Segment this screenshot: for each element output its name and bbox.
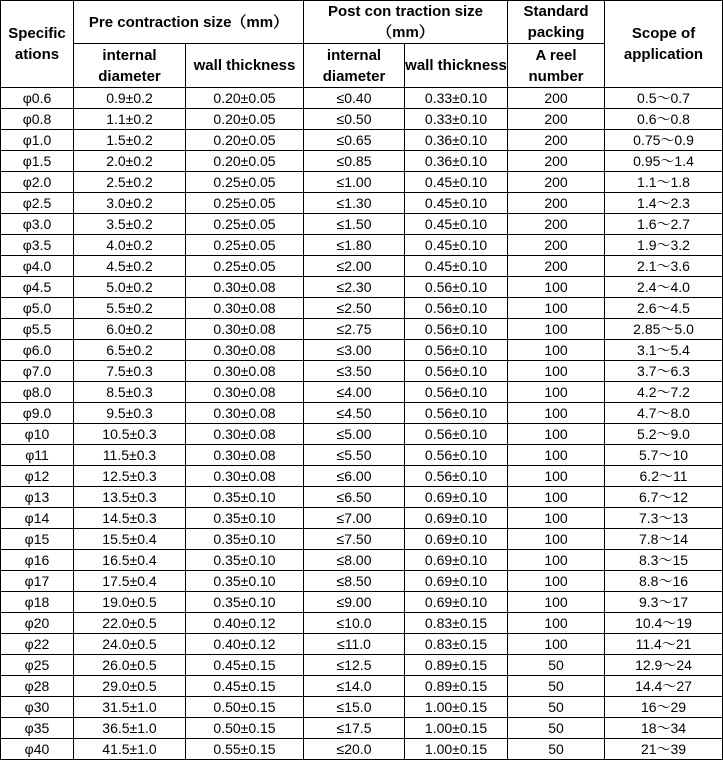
table-row [1,193,723,214]
post-wall-thickness-cell: 0.69±0.10 [405,592,508,613]
pre-wall-thickness-cell: 0.30±0.08 [186,340,304,361]
pre-internal-diameter-cell: 0.9±0.2 [74,88,186,109]
pre-internal-diameter-cell: 10.5±0.3 [74,424,186,445]
reel-number-cell: 100 [508,466,605,487]
reel-number-cell: 100 [508,508,605,529]
post-wall-thickness-cell: 0.56±0.10 [405,319,508,340]
reel-number-cell: 200 [508,151,605,172]
spec-cell: φ25 [1,655,74,676]
spec-cell: φ30 [1,697,74,718]
scope-cell: 10.4～19 [605,613,723,634]
post-wall-thickness-cell: 0.45±0.10 [405,214,508,235]
scope-cell: 1.4～2.3 [605,193,723,214]
table-row [1,130,723,151]
post-internal-diameter-cell: ≤0.50 [304,109,405,130]
pre-wall-thickness-cell: 0.30±0.08 [186,403,304,424]
spec-cell: φ10 [1,424,74,445]
post-internal-diameter-cell: ≤1.80 [304,235,405,256]
spec-cell: φ28 [1,676,74,697]
spec-cell: φ13 [1,487,74,508]
spec-cell: φ18 [1,592,74,613]
spec-cell: φ6.0 [1,340,74,361]
post-wall-thickness-cell: 0.69±0.10 [405,529,508,550]
scope-cell: 2.6～4.5 [605,298,723,319]
pre-wall-thickness-cell: 0.20±0.05 [186,130,304,151]
pre-wall-thickness-cell: 0.30±0.08 [186,298,304,319]
spec-cell: φ5.0 [1,298,74,319]
pre-wall-thickness-cell: 0.25±0.05 [186,193,304,214]
scope-cell: 2.4～4.0 [605,277,723,298]
post-internal-diameter-cell: ≤5.50 [304,445,405,466]
spec-cell: φ5.5 [1,319,74,340]
post-internal-diameter-cell: ≤0.65 [304,130,405,151]
spec-cell: φ1.0 [1,130,74,151]
scope-cell: 16～29 [605,697,723,718]
scope-cell: 6.7～12 [605,487,723,508]
table-row [1,529,723,550]
header-post-wall-thickness: wall thickness [405,44,508,88]
spec-cell: φ14 [1,508,74,529]
post-internal-diameter-cell: ≤7.00 [304,508,405,529]
header-post-internal-diameter: internal diameter [304,44,405,88]
table-row [1,151,723,172]
spec-cell: φ9.0 [1,403,74,424]
table-row [1,235,723,256]
pre-wall-thickness-cell: 0.45±0.15 [186,676,304,697]
table-header [1,1,723,88]
spec-cell: φ12 [1,466,74,487]
table-row [1,214,723,235]
pre-internal-diameter-cell: 36.5±1.0 [74,718,186,739]
pre-internal-diameter-cell: 41.5±1.0 [74,739,186,760]
header-scope-of-application: Scope of application [605,1,723,88]
scope-cell: 3.1～5.4 [605,340,723,361]
spec-cell: φ11 [1,445,74,466]
scope-cell: 0.75～0.9 [605,130,723,151]
scope-cell: 0.95～1.4 [605,151,723,172]
pre-internal-diameter-cell: 9.5±0.3 [74,403,186,424]
scope-cell: 7.8～14 [605,529,723,550]
table-row [1,697,723,718]
pre-internal-diameter-cell: 8.5±0.3 [74,382,186,403]
scope-cell: 2.1～3.6 [605,256,723,277]
post-internal-diameter-cell: ≤12.5 [304,655,405,676]
pre-internal-diameter-cell: 7.5±0.3 [74,361,186,382]
reel-number-cell: 100 [508,592,605,613]
pre-wall-thickness-cell: 0.20±0.05 [186,88,304,109]
post-wall-thickness-cell: 0.45±0.10 [405,172,508,193]
post-wall-thickness-cell: 0.69±0.10 [405,487,508,508]
scope-cell: 9.3～17 [605,592,723,613]
pre-wall-thickness-cell: 0.35±0.10 [186,592,304,613]
spec-cell: φ35 [1,718,74,739]
pre-wall-thickness-cell: 0.30±0.08 [186,445,304,466]
table-row [1,424,723,445]
post-internal-diameter-cell: ≤4.00 [304,382,405,403]
spec-cell: φ2.0 [1,172,74,193]
scope-cell: 0.6～0.8 [605,109,723,130]
scope-cell: 1.9～3.2 [605,235,723,256]
table-row [1,172,723,193]
scope-cell: 11.4～21 [605,634,723,655]
post-internal-diameter-cell: ≤1.30 [304,193,405,214]
post-internal-diameter-cell: ≤1.50 [304,214,405,235]
post-internal-diameter-cell: ≤5.00 [304,424,405,445]
table-row [1,298,723,319]
pre-wall-thickness-cell: 0.30±0.08 [186,424,304,445]
pre-wall-thickness-cell: 0.25±0.05 [186,256,304,277]
post-internal-diameter-cell: ≤3.00 [304,340,405,361]
reel-number-cell: 100 [508,529,605,550]
post-internal-diameter-cell: ≤4.50 [304,403,405,424]
table-row [1,634,723,655]
reel-number-cell: 200 [508,256,605,277]
pre-wall-thickness-cell: 0.35±0.10 [186,550,304,571]
post-internal-diameter-cell: ≤11.0 [304,634,405,655]
table-row [1,508,723,529]
pre-internal-diameter-cell: 5.0±0.2 [74,277,186,298]
table-row [1,109,723,130]
scope-cell: 18～34 [605,718,723,739]
reel-number-cell: 200 [508,214,605,235]
table-row [1,361,723,382]
pre-wall-thickness-cell: 0.25±0.05 [186,172,304,193]
post-wall-thickness-cell: 0.36±0.10 [405,151,508,172]
scope-cell: 1.1～1.8 [605,172,723,193]
pre-internal-diameter-cell: 4.0±0.2 [74,235,186,256]
spec-cell: φ8.0 [1,382,74,403]
spec-cell: φ40 [1,739,74,760]
post-wall-thickness-cell: 0.56±0.10 [405,466,508,487]
reel-number-cell: 100 [508,298,605,319]
pre-internal-diameter-cell: 24.0±0.5 [74,634,186,655]
reel-number-cell: 100 [508,340,605,361]
table-row [1,655,723,676]
table-row [1,718,723,739]
scope-cell: 8.3～15 [605,550,723,571]
scope-cell: 1.6～2.7 [605,214,723,235]
pre-wall-thickness-cell: 0.30±0.08 [186,466,304,487]
table-row [1,676,723,697]
reel-number-cell: 50 [508,739,605,760]
post-internal-diameter-cell: ≤8.00 [304,550,405,571]
post-internal-diameter-cell: ≤2.50 [304,298,405,319]
post-wall-thickness-cell: 0.89±0.15 [405,676,508,697]
post-wall-thickness-cell: 1.00±0.15 [405,697,508,718]
table-row [1,88,723,109]
pre-internal-diameter-cell: 6.0±0.2 [74,319,186,340]
post-wall-thickness-cell: 0.56±0.10 [405,298,508,319]
pre-internal-diameter-cell: 17.5±0.4 [74,571,186,592]
scope-cell: 6.2～11 [605,466,723,487]
post-internal-diameter-cell: ≤2.30 [304,277,405,298]
reel-number-cell: 100 [508,634,605,655]
post-wall-thickness-cell: 0.56±0.10 [405,424,508,445]
pre-wall-thickness-cell: 0.50±0.15 [186,718,304,739]
reel-number-cell: 50 [508,697,605,718]
pre-internal-diameter-cell: 19.0±0.5 [74,592,186,613]
reel-number-cell: 100 [508,361,605,382]
scope-cell: 8.8～16 [605,571,723,592]
reel-number-cell: 200 [508,193,605,214]
pre-wall-thickness-cell: 0.45±0.15 [186,655,304,676]
pre-wall-thickness-cell: 0.20±0.05 [186,109,304,130]
post-wall-thickness-cell: 0.89±0.15 [405,655,508,676]
reel-number-cell: 100 [508,277,605,298]
spec-cell: φ4.5 [1,277,74,298]
post-internal-diameter-cell: ≤6.50 [304,487,405,508]
header-post-contraction-size: Post con traction size（mm） [304,1,508,44]
spec-cell: φ17 [1,571,74,592]
header-standard-packing: Standard packing [508,1,605,44]
reel-number-cell: 50 [508,718,605,739]
table-row [1,466,723,487]
pre-wall-thickness-cell: 0.30±0.08 [186,361,304,382]
header-specifications: Specific ations [1,1,74,88]
reel-number-cell: 100 [508,550,605,571]
pre-wall-thickness-cell: 0.40±0.12 [186,634,304,655]
pre-internal-diameter-cell: 3.0±0.2 [74,193,186,214]
scope-cell: 3.7～6.3 [605,361,723,382]
scope-cell: 14.4～27 [605,676,723,697]
pre-wall-thickness-cell: 0.35±0.10 [186,571,304,592]
reel-number-cell: 100 [508,445,605,466]
reel-number-cell: 100 [508,424,605,445]
pre-internal-diameter-cell: 11.5±0.3 [74,445,186,466]
table-body [1,88,723,760]
scope-cell: 4.7～8.0 [605,403,723,424]
scope-cell: 4.2～7.2 [605,382,723,403]
spec-cell: φ3.0 [1,214,74,235]
pre-wall-thickness-cell: 0.30±0.08 [186,319,304,340]
pre-internal-diameter-cell: 12.5±0.3 [74,466,186,487]
spec-cell: φ0.8 [1,109,74,130]
table-row [1,739,723,760]
reel-number-cell: 100 [508,571,605,592]
post-wall-thickness-cell: 0.83±0.15 [405,613,508,634]
post-wall-thickness-cell: 0.69±0.10 [405,571,508,592]
scope-cell: 5.7～10 [605,445,723,466]
post-wall-thickness-cell: 0.83±0.15 [405,634,508,655]
scope-cell: 2.85～5.0 [605,319,723,340]
post-internal-diameter-cell: ≤10.0 [304,613,405,634]
post-internal-diameter-cell: ≤0.40 [304,88,405,109]
table-row [1,277,723,298]
post-wall-thickness-cell: 0.33±0.10 [405,109,508,130]
pre-internal-diameter-cell: 2.0±0.2 [74,151,186,172]
table-row [1,256,723,277]
spec-cell: φ16 [1,550,74,571]
post-internal-diameter-cell: ≤8.50 [304,571,405,592]
pre-internal-diameter-cell: 3.5±0.2 [74,214,186,235]
spec-cell: φ20 [1,613,74,634]
pre-internal-diameter-cell: 14.5±0.3 [74,508,186,529]
pre-internal-diameter-cell: 5.5±0.2 [74,298,186,319]
pre-wall-thickness-cell: 0.30±0.08 [186,382,304,403]
reel-number-cell: 100 [508,403,605,424]
scope-cell: 5.2～9.0 [605,424,723,445]
header-reel-number: A reel number [508,44,605,88]
post-internal-diameter-cell: ≤14.0 [304,676,405,697]
pre-wall-thickness-cell: 0.35±0.10 [186,529,304,550]
post-wall-thickness-cell: 0.45±0.10 [405,193,508,214]
pre-wall-thickness-cell: 0.50±0.15 [186,697,304,718]
scope-cell: 0.5～0.7 [605,88,723,109]
spec-cell: φ0.6 [1,88,74,109]
table-row [1,487,723,508]
post-internal-diameter-cell: ≤2.75 [304,319,405,340]
pre-internal-diameter-cell: 31.5±1.0 [74,697,186,718]
pre-wall-thickness-cell: 0.30±0.08 [186,277,304,298]
table-row [1,340,723,361]
table-row [1,403,723,424]
post-wall-thickness-cell: 0.56±0.10 [405,403,508,424]
pre-internal-diameter-cell: 26.0±0.5 [74,655,186,676]
table-row [1,382,723,403]
reel-number-cell: 100 [508,319,605,340]
spec-cell: φ1.5 [1,151,74,172]
table-row [1,550,723,571]
post-internal-diameter-cell: ≤15.0 [304,697,405,718]
reel-number-cell: 200 [508,109,605,130]
scope-cell: 12.9～24 [605,655,723,676]
post-internal-diameter-cell: ≤9.00 [304,592,405,613]
spec-cell: φ3.5 [1,235,74,256]
reel-number-cell: 200 [508,235,605,256]
post-internal-diameter-cell: ≤6.00 [304,466,405,487]
post-wall-thickness-cell: 0.69±0.10 [405,550,508,571]
table-row [1,445,723,466]
header-pre-wall-thickness: wall thickness [186,44,304,88]
pre-internal-diameter-cell: 16.5±0.4 [74,550,186,571]
post-wall-thickness-cell: 0.56±0.10 [405,382,508,403]
reel-number-cell: 50 [508,676,605,697]
pre-internal-diameter-cell: 13.5±0.3 [74,487,186,508]
reel-number-cell: 200 [508,172,605,193]
scope-cell: 21～39 [605,739,723,760]
pre-internal-diameter-cell: 6.5±0.2 [74,340,186,361]
post-wall-thickness-cell: 0.56±0.10 [405,361,508,382]
post-internal-diameter-cell: ≤0.85 [304,151,405,172]
post-wall-thickness-cell: 0.33±0.10 [405,88,508,109]
post-internal-diameter-cell: ≤20.0 [304,739,405,760]
post-wall-thickness-cell: 0.56±0.10 [405,277,508,298]
header-pre-contraction-size: Pre contraction size（mm） [74,1,304,44]
spec-cell: φ22 [1,634,74,655]
post-wall-thickness-cell: 0.56±0.10 [405,340,508,361]
spec-cell: φ7.0 [1,361,74,382]
scope-cell: 7.3～13 [605,508,723,529]
table-row [1,592,723,613]
pre-internal-diameter-cell: 1.5±0.2 [74,130,186,151]
reel-number-cell: 100 [508,613,605,634]
pre-wall-thickness-cell: 0.40±0.12 [186,613,304,634]
post-internal-diameter-cell: ≤3.50 [304,361,405,382]
spec-cell: φ2.5 [1,193,74,214]
post-wall-thickness-cell: 1.00±0.15 [405,718,508,739]
post-wall-thickness-cell: 0.45±0.10 [405,235,508,256]
post-wall-thickness-cell: 0.36±0.10 [405,130,508,151]
pre-wall-thickness-cell: 0.35±0.10 [186,487,304,508]
reel-number-cell: 100 [508,382,605,403]
header-pre-internal-diameter: internal diameter [74,44,186,88]
post-internal-diameter-cell: ≤1.00 [304,172,405,193]
post-wall-thickness-cell: 1.00±0.15 [405,739,508,760]
pre-internal-diameter-cell: 15.5±0.4 [74,529,186,550]
post-internal-diameter-cell: ≤17.5 [304,718,405,739]
pre-internal-diameter-cell: 1.1±0.2 [74,109,186,130]
pre-wall-thickness-cell: 0.55±0.15 [186,739,304,760]
pre-wall-thickness-cell: 0.25±0.05 [186,214,304,235]
post-internal-diameter-cell: ≤2.00 [304,256,405,277]
table-row [1,571,723,592]
pre-internal-diameter-cell: 4.5±0.2 [74,256,186,277]
pre-internal-diameter-cell: 29.0±0.5 [74,676,186,697]
pre-internal-diameter-cell: 2.5±0.2 [74,172,186,193]
post-wall-thickness-cell: 0.56±0.10 [405,445,508,466]
reel-number-cell: 100 [508,487,605,508]
pre-internal-diameter-cell: 22.0±0.5 [74,613,186,634]
table-row [1,613,723,634]
pre-wall-thickness-cell: 0.35±0.10 [186,508,304,529]
reel-number-cell: 200 [508,88,605,109]
post-wall-thickness-cell: 0.45±0.10 [405,256,508,277]
reel-number-cell: 200 [508,130,605,151]
pre-wall-thickness-cell: 0.25±0.05 [186,235,304,256]
post-wall-thickness-cell: 0.69±0.10 [405,508,508,529]
table-row [1,319,723,340]
pre-wall-thickness-cell: 0.20±0.05 [186,151,304,172]
spec-cell: φ4.0 [1,256,74,277]
reel-number-cell: 50 [508,655,605,676]
spec-cell: φ15 [1,529,74,550]
post-internal-diameter-cell: ≤7.50 [304,529,405,550]
